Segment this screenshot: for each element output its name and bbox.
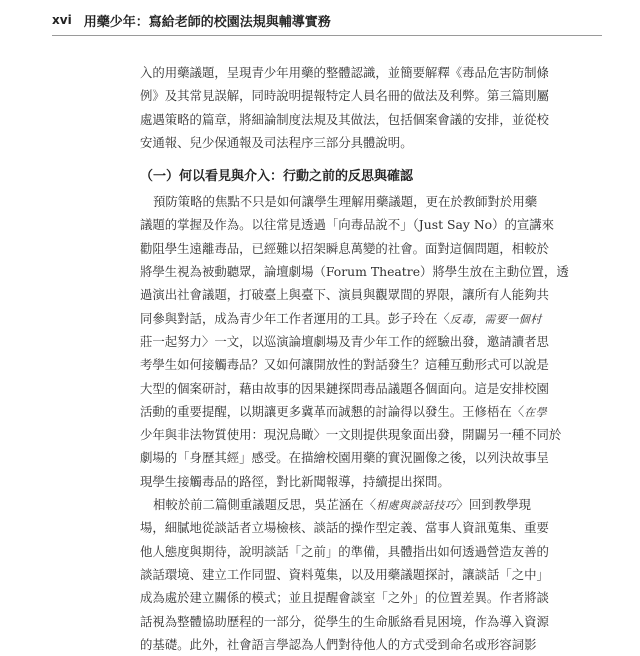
paragraph-conversation [140, 493, 549, 656]
text-line: 談話環境、建立工作同盟、資料蒐集，以及用藥議題探討，讓談話「之中」 [140, 566, 549, 582]
text-span: 活動的重要提醒，以期讓更多冀革而誠懇的討論得以發生。王修梧在〈 [140, 403, 525, 419]
text-line: 場，細膩地從談話者立場檢核、談話的操作型定義、當事人資訊蒐集、重要 [140, 520, 549, 536]
text-line: 將學生視為被動聽眾，論壇劇場（Forum Theatre）將學生放在主動位置，透 [140, 264, 569, 280]
paragraph-prevention [140, 190, 569, 493]
book-title: 用藥少年：寫給老師的校園法規與輔導實務 [83, 14, 331, 30]
text-span: 〉回到教學現 [456, 497, 531, 513]
text-line [140, 307, 542, 330]
text-line [140, 400, 548, 423]
page-number: xvi [52, 13, 72, 27]
citation-title: 相處與談話技巧 [376, 499, 457, 513]
text-line: 處遇策略的篇章，將細論制度法規及其做法，包括個案會議的安排，並從校 [140, 111, 549, 127]
citation-title: 在學 [524, 405, 548, 419]
text-line: 勸阻學生遠離毒品，已經難以招架瞬息萬變的社會。面對這個問題，相較於 [140, 240, 549, 256]
text-line [140, 493, 531, 516]
text-line: 的基礎。此外，社會語言學認為人們對待他人的方式受到命名或形容詞影 [140, 636, 537, 652]
text-line: 莊一起努力〉一文，以巡演論壇劇場及青少年工作的經驗出發，邀請讀者思 [140, 333, 549, 349]
text-line: 少年與非法物質使用：現況鳥瞰〉一文則提供現象面出發，開闢另一種不同於 [140, 427, 562, 443]
text-line: 大型的個案研討，藉由故事的因果鏈探問毒品議題各個面向。這是安排校園 [140, 380, 549, 396]
text-line: 安通報、兒少保通報及司法程序三部分具體說明。 [140, 134, 413, 150]
text-line: 考學生如何接觸毒品？又如何讓開放性的對話發生？這種互動形式可以說是 [140, 357, 549, 373]
header-divider [52, 35, 602, 36]
text-line: 過演出社會議題，打破臺上與臺下、演員與觀眾間的界限，讓所有人能夠共 [140, 287, 549, 303]
text-line: 話視為整體協助歷程的一部分，從學生的生命脈絡看見困境，作為導入資源 [140, 613, 549, 629]
section-heading: （一）何以看見與介入：行動之前的反思與確認 [140, 169, 414, 185]
page-body [140, 61, 569, 656]
text-span: 同參與對話，成為青少年工作者運用的工具。彭子玲在〈 [140, 310, 450, 326]
text-line: 議題的掌握及作為。以往常見透過「向毒品說不」（Just Say No）的宣講來 [140, 217, 555, 233]
text-line: 劇場的「身歷其經」感受。在描繪校園用藥的實況圖像之後，以列決故事呈 [140, 450, 549, 466]
running-header [52, 4, 602, 36]
text-line: 預防策略的焦點不只是如何讓學生理解用藥議題，更在於教師對於用藥 [153, 194, 538, 210]
text-line: 他人態度與期待，說明談話「之前」的準備，具體指出如何透過營造友善的 [140, 543, 549, 559]
text-line: 成為處於建立關係的模式；並且提醒會談室「之外」的位置差異。作者將談 [140, 590, 549, 606]
text-line: 入的用藥議題，呈現青少年用藥的整體認識，並簡要解釋《毒品危害防制條 [140, 65, 549, 80]
intro-paragraph [140, 61, 549, 154]
text-span: 相較於前二篇側重議題反思，吳芷涵在〈 [153, 497, 377, 513]
text-line: 例》及其常見誤解，同時說明提報特定人員名冊的做法及利弊。第三篇則屬 [140, 88, 549, 104]
text-line: 現學生接觸毒品的路徑，對比新聞報導，持續提出探問。 [140, 473, 450, 489]
citation-title: 反毒，需要一個村 [449, 312, 542, 326]
